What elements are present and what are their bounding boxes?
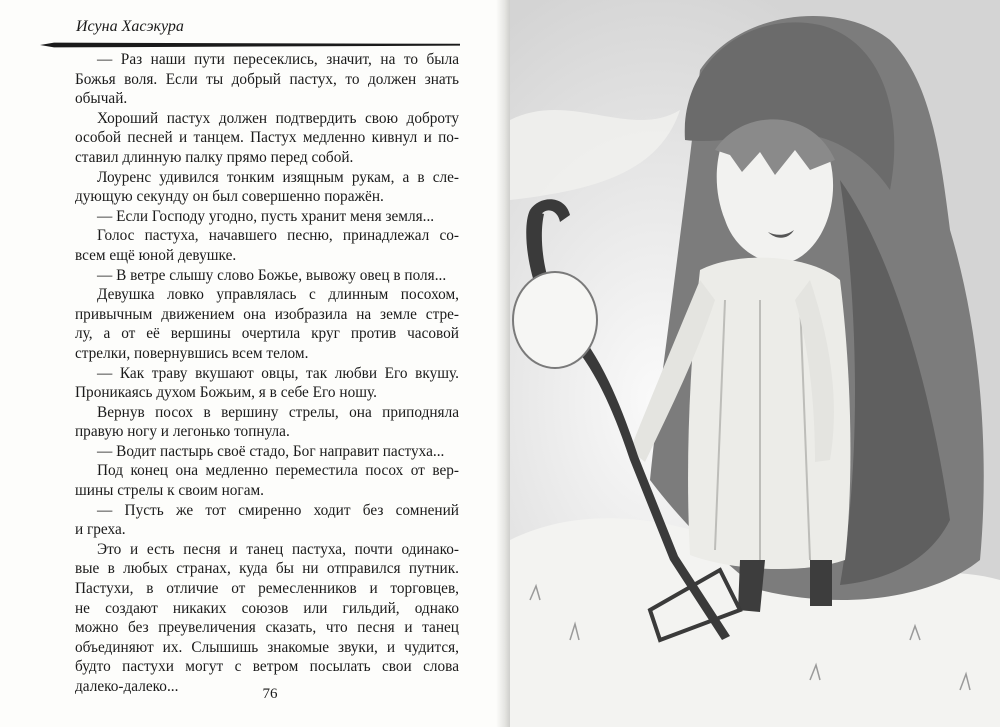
text-line: — Как траву вкушают овцы, так любви Его вкушу. [97,364,459,382]
text-line: дующую секунду он был совершенно поражён. [75,188,384,206]
text-line: — В ветре слышу слово Божье, вывожу овец в поля... [97,266,447,284]
paragraph [75,266,459,286]
paragraph [75,207,459,227]
text-line: — Раз наши пути пересеклись, значит, на то была [97,51,459,68]
author-name: Исуна Хасэкура [76,18,184,35]
text-line: Это и есть песня и танец пастуха, почти одинако- [97,540,459,558]
paragraph [75,109,459,168]
sack [513,272,597,368]
text-line: Девушка ловко управлялась с длинным посохом, [97,286,459,304]
text-line: — Водит пастырь своё стадо, Бог направит пастуха... [97,442,445,460]
text-line: обычай. [75,90,128,108]
text-line: — Если Господу угодно, пусть хранит меня земля... [97,207,435,225]
paragraph [75,364,459,403]
header-rule-ornament-icon [40,42,460,48]
text-line: шины стрелы к своим ногам. [75,482,264,500]
text-line: Вернув посох в вершину стрелы, она приподняла [97,403,459,421]
text-line: ставил длинную палку прямо перед собой. [75,148,354,166]
text-line: правую ногу и легонько топнула. [75,423,290,441]
text-line: Под конец она медленно переместила посох от вер- [97,462,459,480]
text-line: привычным движением она изобразила на земле стре- [75,305,459,323]
paragraph [75,501,459,540]
paragraph [75,442,459,462]
paragraph [75,168,459,207]
text-line: объединяют их. Слышишь знакомые звуки, и чудится, [75,638,459,656]
text-line: Пастухи, в отличие от ремесленников и торговцев, [75,580,459,598]
page-gutter [496,0,510,727]
paragraph [75,461,459,500]
paragraph [75,285,459,363]
illustration-hooded-girl [510,0,1000,727]
paragraph [75,226,459,265]
text-line: стрелки, повернувшись всем телом. [75,344,309,362]
page-number: 76 [262,686,278,702]
text-line: лу, а от её вершины очертила круг против часовой [75,325,459,343]
text-line: Хороший пастух должен подтвердить свою доброту [97,109,459,127]
text-line: — Пусть же тот смиренно ходит без сомнений [97,501,459,519]
text-line: вые в любых странах, куда бы ни отправился путник. [75,560,459,578]
text-line: Голос пастуха, начавшего песню, принадлежал со- [97,227,459,245]
text-line: далеко-далеко... [75,678,179,695]
paragraph [75,403,459,442]
paragraph [75,50,459,109]
body-text [75,50,459,697]
text-line: Божья воля. Если ты добрый пастух, то должен знать [75,70,459,88]
paragraph [75,540,459,697]
text-line: Лоуренс удивился тонким изящным рукам, а в сле- [97,168,459,186]
text-line: всем ещё юной девушке. [75,246,237,264]
text-line: можно без преувеличения сказать, что песня и танец [75,619,459,637]
text-line: и греха. [75,521,126,539]
text-line: будто пастухи могут с ветром посылать свои слова [75,658,459,676]
text-line: Проникаясь духом Божьим, я в себе Его ношу. [75,384,377,402]
text-line: не создают никаких союзов или гильдий, однако [75,599,459,617]
text-line: особой песней и танцем. Пастух медленно кивнул и по- [75,129,459,147]
running-header [40,18,460,48]
illustration [510,0,1000,727]
